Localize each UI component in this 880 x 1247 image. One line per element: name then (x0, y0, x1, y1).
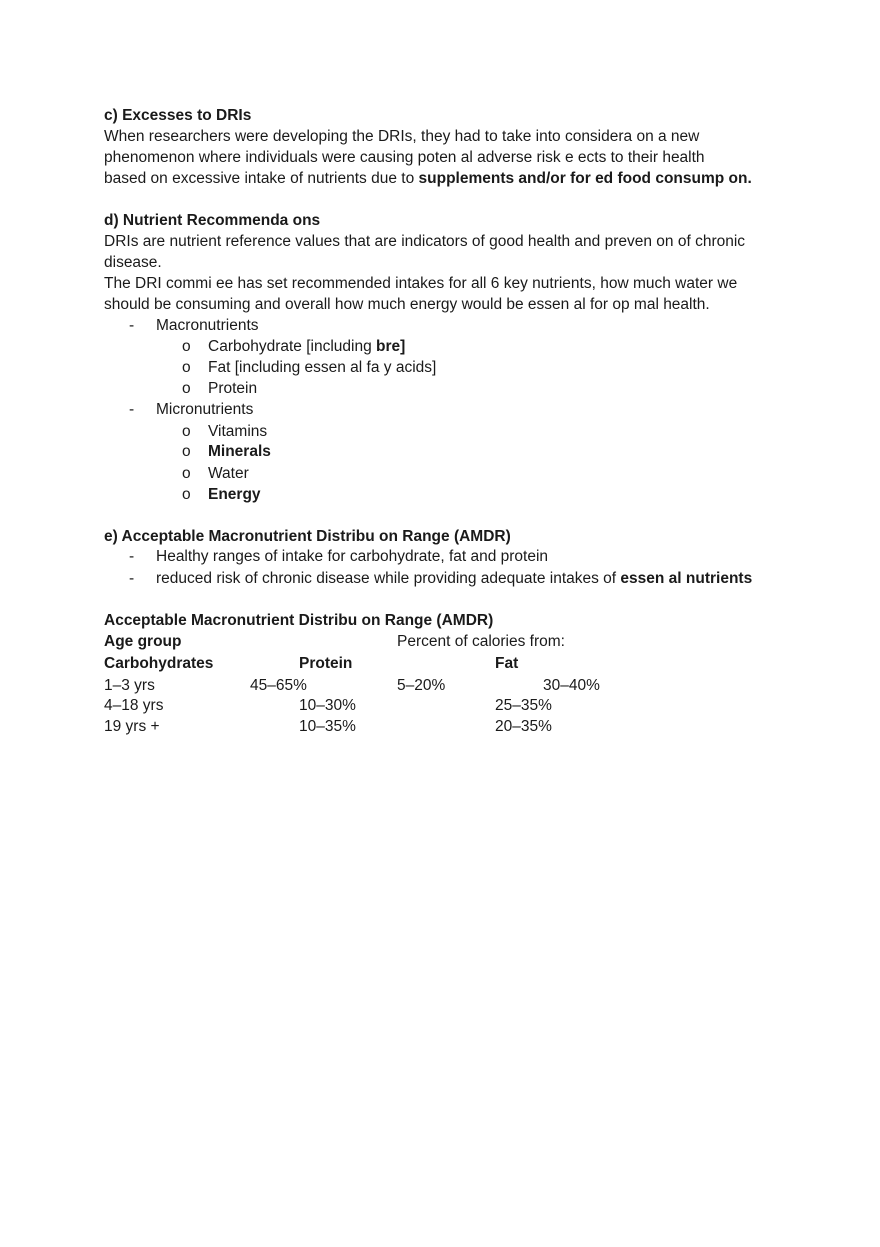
section-d-heading: d) Nutrient Recommenda ons (104, 212, 321, 229)
table-cell-age: 4–18 yrs (104, 697, 164, 714)
list-dash: - (129, 401, 135, 418)
micronutrients-label: Micronutrients (156, 401, 254, 418)
list-bullet: o (182, 465, 191, 482)
section-c-text-line (104, 168, 752, 189)
percent-header: Percent of calories from: (397, 633, 565, 650)
essential-nutrients-bold: essen al nutrients (620, 570, 753, 587)
table-cell: 10–35% (299, 718, 356, 735)
section-c-text-line: When researchers were developing the DRIs, they had to take into considera on a new (104, 128, 700, 145)
table-cell-age: 19 yrs + (104, 718, 160, 735)
table-cell: 10–30% (299, 697, 356, 714)
list-dash: - (129, 317, 135, 334)
table-cell: 5–20% (397, 677, 446, 694)
list-bullet: o (182, 423, 191, 440)
section-e-item-text: reduced risk of chronic disease while providing adequate intakes of (156, 570, 621, 587)
table-cell: 25–35% (495, 697, 552, 714)
list-item-water: Water (208, 465, 249, 482)
column-header-protein: Protein (299, 655, 353, 672)
list-item-minerals: Minerals (208, 443, 271, 460)
fibre-bold-text: bre] (376, 338, 406, 355)
table-cell: 30–40% (543, 677, 600, 694)
column-header-carbohydrates: Carbohydrates (104, 655, 214, 672)
section-d-text-line: DRIs are nutrient reference values that are indicators of good health and preven on of chronic (104, 233, 746, 250)
section-c-bold-text: supplements and/or for ed food consump on. (418, 170, 752, 187)
list-dash: - (129, 548, 135, 565)
section-d-text-line: disease. (104, 254, 162, 271)
list-bullet: o (182, 359, 191, 376)
list-bullet: o (182, 486, 191, 503)
section-c-text: based on excessive intake of nutrients due to (104, 170, 419, 187)
section-d-text-line: should be consuming and overall how much energy would be essen al for op mal health. (104, 296, 710, 313)
amdr-table-title: Acceptable Macronutrient Distribu on Range (AMDR) (104, 612, 494, 629)
section-d-text-line: The DRI commi ee has set recommended intakes for all 6 key nutrients, how much water we (104, 275, 738, 292)
table-cell: 20–35% (495, 718, 552, 735)
list-item-energy: Energy (208, 486, 261, 503)
list-item-protein: Protein (208, 380, 258, 397)
list-bullet: o (182, 380, 191, 397)
table-cell-age: 1–3 yrs (104, 677, 155, 694)
list-item-carbohydrate (208, 336, 405, 357)
list-item-fat: Fat [including essen al fa y acids] (208, 359, 437, 376)
list-bullet: o (182, 443, 191, 460)
section-c-heading: c) Excesses to DRIs (104, 107, 252, 124)
age-group-header: Age group (104, 633, 182, 650)
section-c-text-line: phenomenon where individuals were causing poten al adverse risk e ects to their health (104, 149, 705, 166)
section-e-heading: e) Acceptable Macronutrient Distribu on Range (AMDR) (104, 528, 511, 545)
section-e-item: Healthy ranges of intake for carbohydrate, fat and protein (156, 548, 549, 565)
list-dash: - (129, 570, 135, 587)
column-header-fat: Fat (495, 655, 519, 672)
list-item-vitamins: Vitamins (208, 423, 268, 440)
macronutrients-label: Macronutrients (156, 317, 259, 334)
section-e-item (156, 568, 752, 589)
list-bullet: o (182, 338, 191, 355)
carbohydrate-text: Carbohydrate [including (208, 338, 377, 355)
table-cell: 45–65% (250, 677, 307, 694)
